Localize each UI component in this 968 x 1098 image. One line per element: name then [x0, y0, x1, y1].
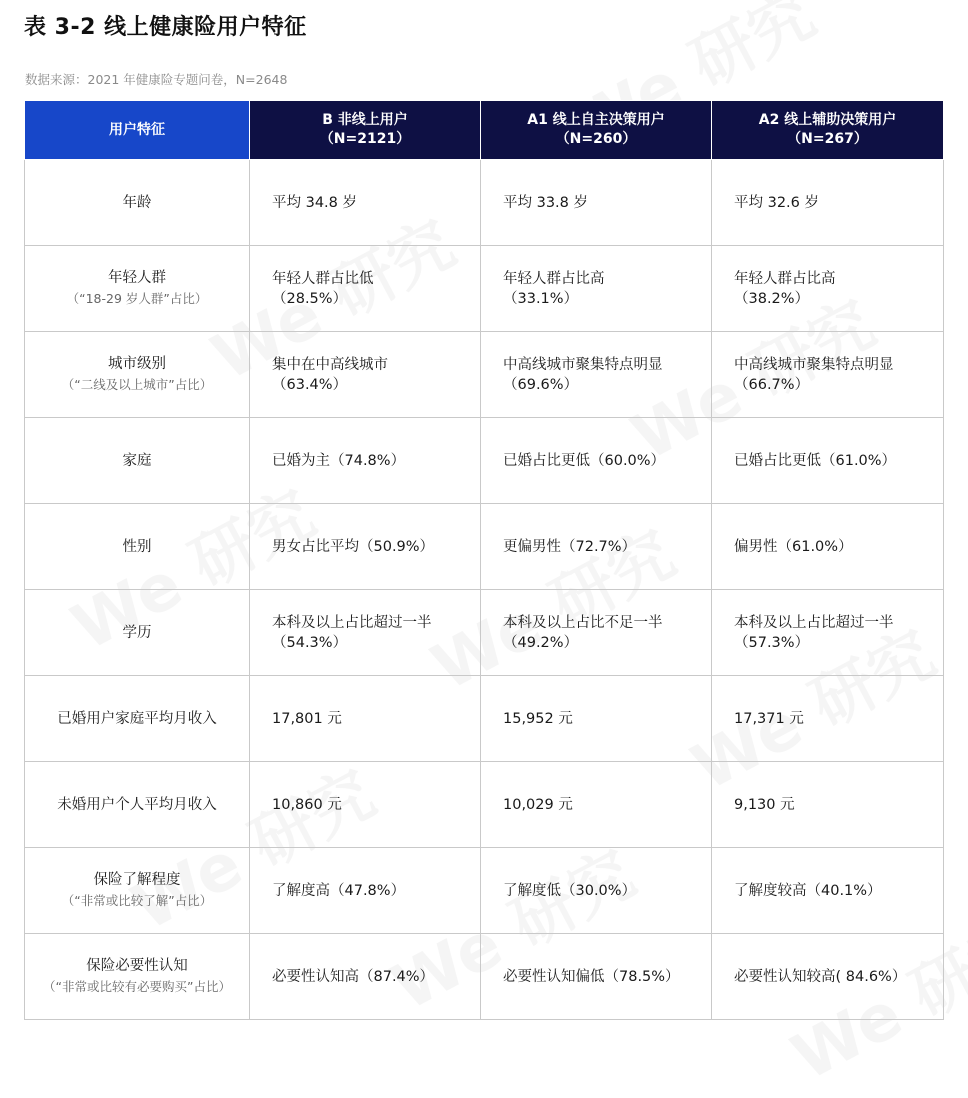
row-sublabel: （“非常或比较有必要购买”占比）	[43, 979, 231, 994]
cell-b: 17,801 元	[250, 676, 481, 762]
table-row	[25, 160, 944, 246]
data-source-note: 数据来源：2021 年健康险专题问卷，N=2648	[25, 72, 288, 87]
cell-a2: 了解度较高（40.1%）	[712, 848, 944, 934]
cell-b: 男女占比平均（50.9%）	[250, 504, 481, 590]
table-row	[25, 590, 944, 676]
cell-a2: 已婚占比更低（61.0%）	[712, 418, 944, 504]
table-row	[25, 676, 944, 762]
header-count: （N=267）	[787, 131, 868, 147]
header-group-a1	[481, 101, 712, 160]
header-label: B 非线上用户	[322, 112, 408, 128]
header-group-b	[250, 101, 481, 160]
cell-a1: 平均 33.8 岁	[481, 160, 712, 246]
row-label: 已婚用户家庭平均月收入	[25, 676, 250, 762]
row-label: 学历	[25, 590, 250, 676]
row-label: 家庭	[25, 418, 250, 504]
cell-b: 了解度高（47.8%）	[250, 848, 481, 934]
header-group-a2	[712, 101, 944, 160]
table-row	[25, 762, 944, 848]
table-row	[25, 418, 944, 504]
row-sublabel: （“18-29 岁人群”占比）	[66, 291, 208, 306]
header-label: 用户特征	[109, 121, 165, 138]
cell-a2: 必要性认知较高( 84.6%）	[712, 934, 944, 1020]
row-label: 年轻人群 （“18-29 岁人群”占比）	[25, 246, 250, 332]
cell-b: 平均 34.8 岁	[250, 160, 481, 246]
cell-b: 集中在中高线城市 （63.4%）	[250, 332, 481, 418]
table-row	[25, 504, 944, 590]
cell-a1: 年轻人群占比高 （33.1%）	[481, 246, 712, 332]
header-label: A2 线上辅助决策用户	[758, 112, 897, 128]
cell-b: 10,860 元	[250, 762, 481, 848]
cell-a1: 必要性认知偏低（78.5%）	[481, 934, 712, 1020]
cell-a1: 了解度低（30.0%）	[481, 848, 712, 934]
cell-a1: 10,029 元	[481, 762, 712, 848]
row-label: 城市级别 （“二线及以上城市”占比）	[25, 332, 250, 418]
header-count: （N=2121）	[319, 131, 411, 147]
row-label: 未婚用户个人平均月收入	[25, 762, 250, 848]
cell-a2: 中高线城市聚集特点明显 （66.7%）	[712, 332, 944, 418]
table-row	[25, 246, 944, 332]
table-row	[25, 332, 944, 418]
cell-a2: 偏男性（61.0%）	[712, 504, 944, 590]
cell-a1: 中高线城市聚集特点明显 （69.6%）	[481, 332, 712, 418]
user-features-table	[24, 100, 944, 1020]
table-header-row	[25, 101, 944, 160]
row-sublabel: （“非常或比较了解”占比）	[61, 893, 213, 908]
row-label: 保险必要性认知 （“非常或比较有必要购买”占比）	[25, 934, 250, 1020]
header-count: （N=260）	[555, 131, 637, 147]
header-label: A1 线上自主决策用户	[527, 112, 665, 128]
header-feature	[25, 101, 250, 160]
row-label: 年龄	[25, 160, 250, 246]
row-sublabel: （“二线及以上城市”占比）	[61, 377, 213, 392]
cell-b: 本科及以上占比超过一半 （54.3%）	[250, 590, 481, 676]
cell-a2: 平均 32.6 岁	[712, 160, 944, 246]
cell-b: 必要性认知高（87.4%）	[250, 934, 481, 1020]
row-label: 保险了解程度 （“非常或比较了解”占比）	[25, 848, 250, 934]
table-title: 表 3-2 线上健康险用户特征	[24, 15, 307, 40]
table-row	[25, 848, 944, 934]
cell-a2: 年轻人群占比高 （38.2%）	[712, 246, 944, 332]
cell-b: 年轻人群占比低 （28.5%）	[250, 246, 481, 332]
table-row	[25, 934, 944, 1020]
cell-a2: 17,371 元	[712, 676, 944, 762]
cell-a2: 9,130 元	[712, 762, 944, 848]
cell-a1: 本科及以上占比不足一半 （49.2%）	[481, 590, 712, 676]
cell-a1: 更偏男性（72.7%）	[481, 504, 712, 590]
cell-b: 已婚为主（74.8%）	[250, 418, 481, 504]
cell-a1: 15,952 元	[481, 676, 712, 762]
row-label: 性别	[25, 504, 250, 590]
cell-a2: 本科及以上占比超过一半 （57.3%）	[712, 590, 944, 676]
cell-a1: 已婚占比更低（60.0%）	[481, 418, 712, 504]
